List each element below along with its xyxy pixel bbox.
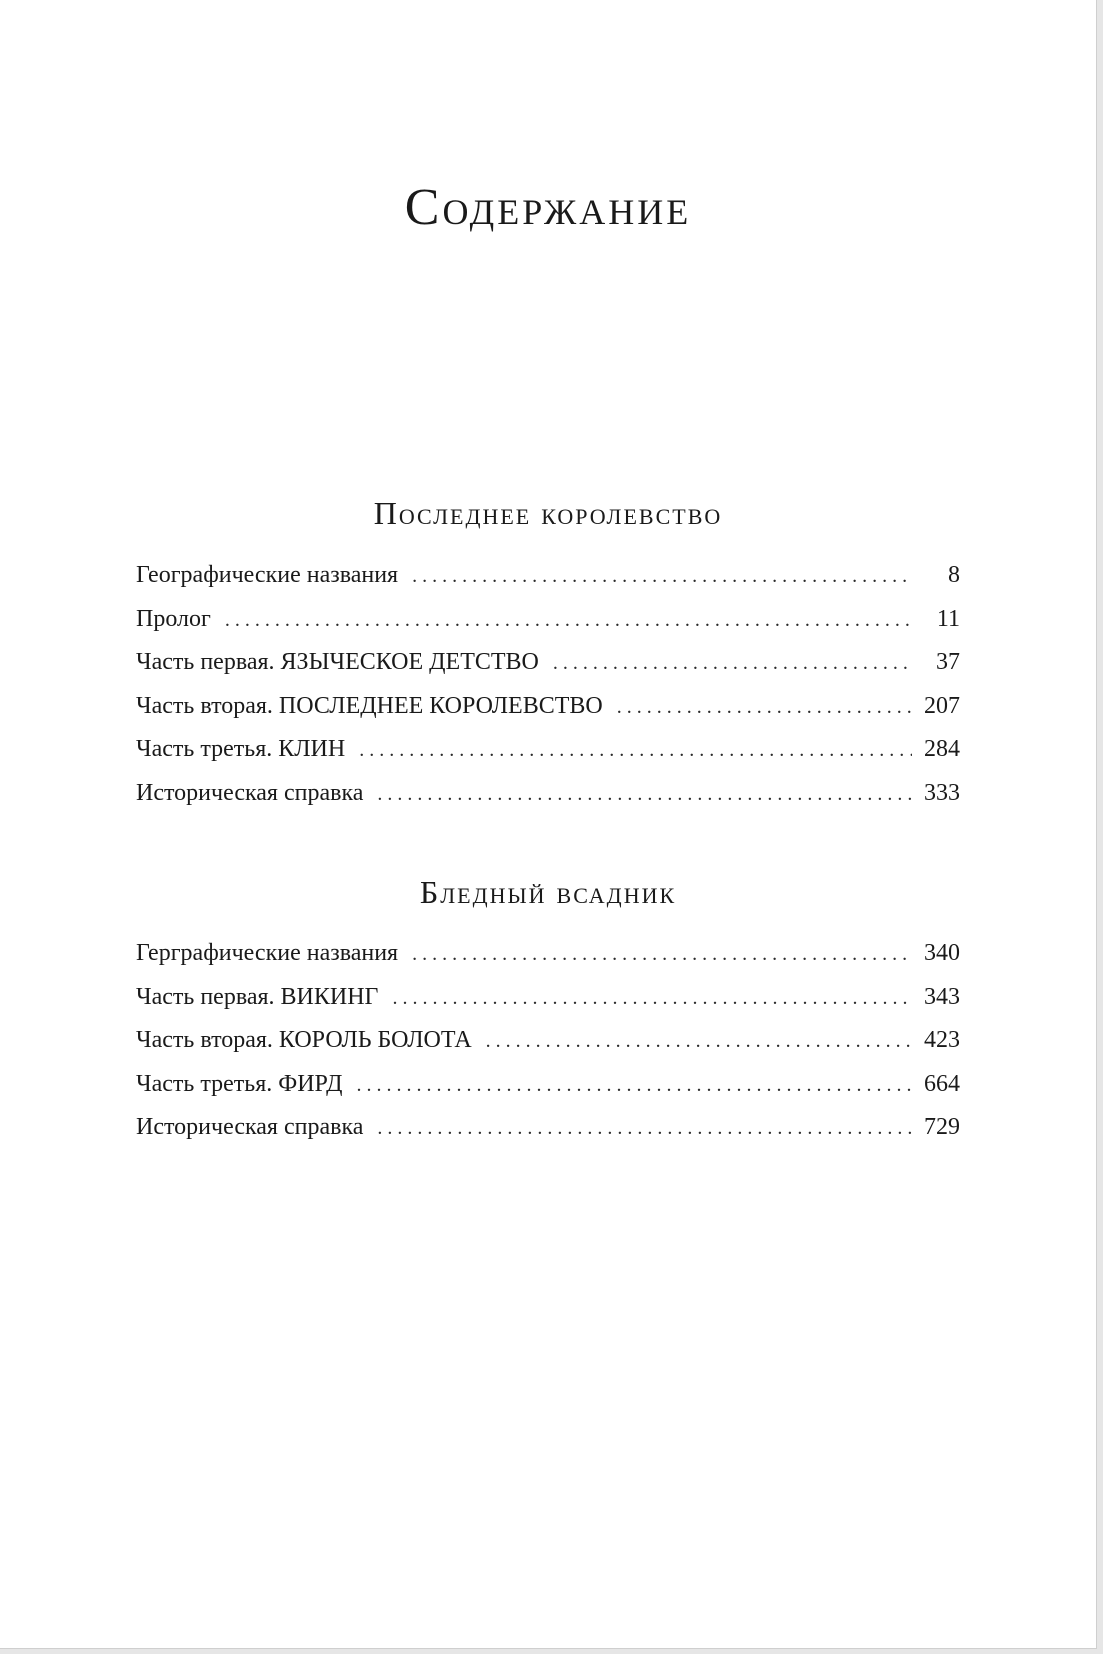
dot-leader xyxy=(553,648,912,678)
page-title: Содержание xyxy=(404,178,692,236)
toc-entry-label: Историческая справка xyxy=(136,778,377,808)
toc-entry-page: 729 xyxy=(924,1114,960,1140)
toc-entry-page: 37 xyxy=(936,649,960,675)
toc-entry-page: 8 xyxy=(948,562,960,588)
toc-entry-label: Часть вторая. ПОСЛЕДНЕЕ КОРОЛЕВСТВО xyxy=(136,691,617,721)
toc-entry-page: 423 xyxy=(924,1027,960,1053)
toc-entry-page: 284 xyxy=(924,736,960,762)
toc-entry-label: Часть третья. КЛИН xyxy=(136,734,359,764)
section-title: Последнее королевство xyxy=(373,495,723,531)
toc-entry[interactable] xyxy=(136,1025,960,1069)
toc-entry-label: Пролог xyxy=(136,604,225,634)
toc-list-1 xyxy=(136,560,960,821)
toc-entry[interactable] xyxy=(136,691,960,735)
toc-entry-label: Часть первая. ЯЗЫЧЕСКОЕ ДЕТСТВО xyxy=(136,647,553,677)
toc-entry-label: Географические названия xyxy=(136,560,412,590)
toc-entry-label: Часть вторая. КОРОЛЬ БОЛОТА xyxy=(136,1025,486,1055)
dot-leader xyxy=(412,939,912,969)
toc-entry[interactable] xyxy=(136,778,960,822)
section-title-block-2 xyxy=(0,872,1096,912)
toc-entry[interactable] xyxy=(136,560,960,604)
section-title-block-1 xyxy=(0,493,1096,533)
toc-entry-label: Часть третья. ФИРД xyxy=(136,1069,356,1099)
toc-entry[interactable] xyxy=(136,938,960,982)
dot-leader xyxy=(225,605,912,635)
toc-entry-label: Историческая справка xyxy=(136,1112,377,1142)
toc-entry-page: 664 xyxy=(924,1070,960,1097)
dot-leader xyxy=(412,561,912,591)
toc-entry-page: 333 xyxy=(924,779,960,806)
toc-entry[interactable] xyxy=(136,647,960,691)
toc-entry-label: Часть первая. ВИКИНГ xyxy=(136,982,392,1012)
dot-leader xyxy=(617,692,912,722)
toc-entry[interactable] xyxy=(136,1112,960,1156)
toc-list-2 xyxy=(136,938,960,1156)
toc-entry-page: 343 xyxy=(924,983,960,1010)
toc-entry-page: 11 xyxy=(936,605,960,632)
toc-entry[interactable] xyxy=(136,734,960,778)
toc-entry[interactable] xyxy=(136,982,960,1026)
toc-entry[interactable] xyxy=(136,604,960,648)
toc-entry[interactable] xyxy=(136,1069,960,1113)
dot-leader xyxy=(486,1026,912,1056)
toc-entry-page: 207 xyxy=(924,692,960,719)
dot-leader xyxy=(359,735,912,765)
toc-entry-page: 340 xyxy=(924,940,960,966)
dot-leader xyxy=(377,1113,912,1143)
section-title: Бледный всадник xyxy=(419,874,677,910)
toc-entry-label: Герграфические названия xyxy=(136,938,412,968)
dot-leader xyxy=(377,779,912,809)
dot-leader xyxy=(356,1070,912,1100)
dot-leader xyxy=(392,983,912,1013)
